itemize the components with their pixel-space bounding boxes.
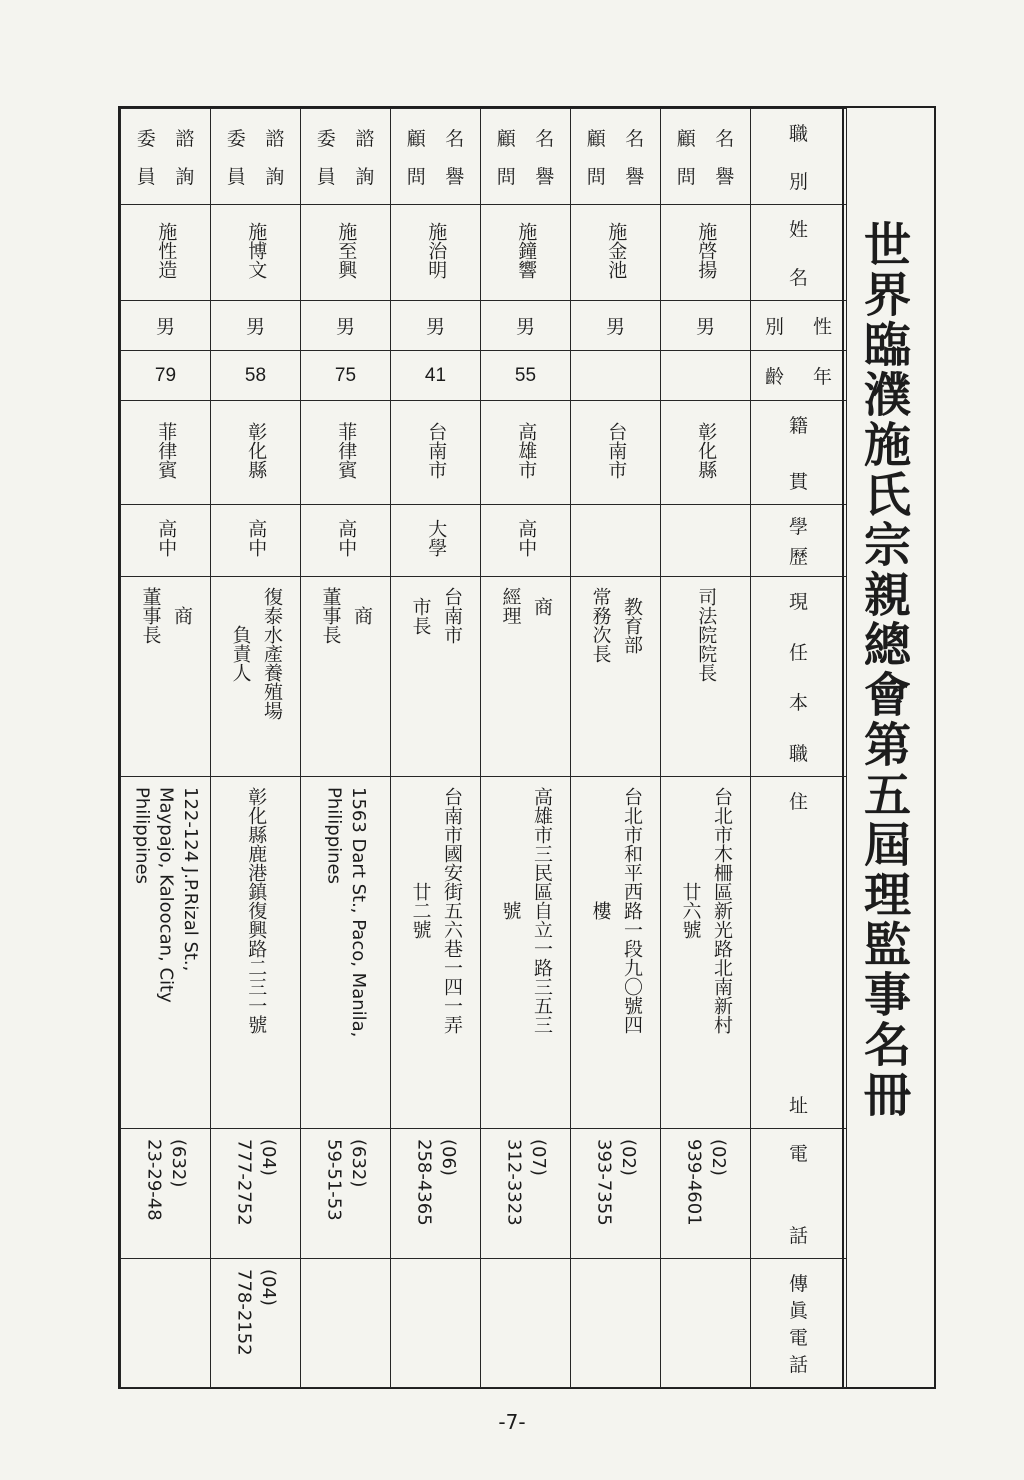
address-line: 高雄市三民區自立一路三五三	[531, 787, 554, 1034]
sex-cell: 男	[301, 301, 391, 351]
header-text: 址	[788, 1095, 808, 1117]
sex-cell: 男	[121, 301, 211, 351]
header-text: 職	[788, 123, 808, 145]
job-cell	[391, 577, 481, 777]
role-cell	[301, 109, 391, 205]
age-cell: 55	[481, 351, 571, 401]
member-address: 1563 Dart St., Paco, Manila, Philippines	[323, 787, 369, 1038]
member-education: 高中	[155, 519, 178, 557]
job-line: 教育部	[621, 596, 644, 654]
role-char: 名	[625, 128, 645, 151]
role-char: 詢	[355, 165, 375, 188]
address-cell	[661, 777, 751, 1129]
member-native: 台南市	[425, 421, 448, 479]
age-cell	[571, 351, 661, 401]
row-fax	[121, 1259, 847, 1388]
role-char: 詢	[265, 165, 285, 188]
header-text: 任	[788, 641, 808, 664]
job-cell	[121, 577, 211, 777]
age-cell: 41	[391, 351, 481, 401]
tel-cell	[211, 1129, 301, 1259]
header-text: 別	[765, 316, 785, 338]
header-text: 貫	[788, 471, 808, 493]
age-cell: 58	[211, 351, 301, 401]
roster-table	[120, 108, 847, 1388]
role-cell	[211, 109, 301, 205]
page-number: -7-	[498, 1410, 526, 1434]
header-address	[751, 777, 847, 1129]
role-char: 譽	[625, 165, 645, 188]
address-line: 樓	[589, 901, 612, 920]
member-native: 高雄市	[515, 421, 538, 479]
page-title: 世界臨濮施氏宗親總會第五屆理監事名冊	[856, 220, 911, 1120]
row-native	[121, 401, 847, 505]
sex-cell: 男	[391, 301, 481, 351]
header-text: 學	[788, 516, 808, 539]
job-line: 商	[171, 606, 194, 625]
age-cell	[661, 351, 751, 401]
job-line: 董事長	[139, 587, 162, 644]
address-line: 號	[499, 901, 522, 920]
member-address: 122-124 J.P.Rizal St., Maypajo, Kaloocan, City Philippines	[131, 787, 201, 1003]
native-cell	[571, 401, 661, 505]
address-line: 台北市木柵區新光路北南新村	[711, 787, 734, 1034]
job-line: 司法院院長	[695, 587, 718, 682]
member-fax: (04) 778-2152	[233, 1269, 279, 1356]
header-text: 眞	[788, 1300, 808, 1322]
header-text: 姓	[788, 219, 808, 241]
member-name: 施性造	[155, 221, 178, 279]
header-text: 電	[788, 1143, 808, 1165]
address-cell	[391, 777, 481, 1129]
address-cell	[301, 777, 391, 1129]
edu-cell	[301, 505, 391, 577]
member-native: 菲律賓	[335, 421, 358, 479]
job-line: 商	[351, 606, 374, 625]
header-text: 齡	[765, 366, 785, 388]
role-char: 顧	[406, 128, 426, 151]
fax-cell	[481, 1259, 571, 1388]
role-char: 譽	[715, 165, 735, 188]
job-line: 經理	[499, 587, 522, 625]
role-char: 問	[496, 165, 516, 188]
member-telephone: (06) 258-4365	[413, 1139, 459, 1226]
member-telephone: (02) 939-4601	[683, 1139, 729, 1226]
tel-cell	[391, 1129, 481, 1259]
name-cell	[121, 205, 211, 301]
member-telephone: (632) 59-51-53	[323, 1139, 369, 1221]
header-telephone	[751, 1129, 847, 1259]
fax-cell	[121, 1259, 211, 1388]
role-char: 名	[445, 128, 465, 151]
role-char: 委	[316, 128, 336, 151]
header-text: 住	[788, 791, 808, 813]
member-name: 施鐘響	[515, 221, 538, 279]
native-cell	[211, 401, 301, 505]
role-cell	[121, 109, 211, 205]
role-cell	[391, 109, 481, 205]
header-text: 本	[788, 692, 808, 715]
role-char: 顧	[496, 128, 516, 151]
role-char: 諮	[355, 128, 375, 151]
member-native: 彰化縣	[695, 421, 718, 479]
job-line: 董事長	[319, 587, 342, 644]
name-cell	[211, 205, 301, 301]
header-age	[751, 351, 847, 401]
address-line: 台北市和平西路一段九〇號四	[621, 787, 644, 1034]
job-line: 常務次長	[589, 587, 612, 663]
job-cell	[661, 577, 751, 777]
row-age	[121, 351, 847, 401]
header-text: 現	[788, 591, 808, 613]
address-line: 廿二號	[409, 882, 432, 939]
member-telephone: (02) 393-7355	[593, 1139, 639, 1226]
member-name: 施啓揚	[695, 221, 718, 279]
job-line: 復泰水產養殖場	[261, 587, 284, 720]
header-job	[751, 577, 847, 777]
native-cell	[121, 401, 211, 505]
address-line: 台南市國安街五六巷一四一弄	[441, 787, 464, 1034]
address-cell	[121, 777, 211, 1129]
member-education: 高中	[515, 519, 538, 557]
role-char: 譽	[535, 165, 555, 188]
role-char: 問	[676, 165, 696, 188]
role-char: 名	[535, 128, 555, 151]
edu-cell	[391, 505, 481, 577]
edu-cell	[121, 505, 211, 577]
job-cell	[481, 577, 571, 777]
sex-cell: 男	[481, 301, 571, 351]
job-cell	[301, 577, 391, 777]
header-text: 傳	[788, 1273, 808, 1295]
address-cell	[211, 777, 301, 1129]
fax-cell	[661, 1259, 751, 1388]
age-cell: 75	[301, 351, 391, 401]
fax-cell	[301, 1259, 391, 1388]
name-cell	[301, 205, 391, 301]
member-name: 施治明	[425, 221, 448, 279]
native-cell	[391, 401, 481, 505]
header-text: 電	[788, 1327, 808, 1349]
job-line: 商	[531, 596, 554, 616]
header-native	[751, 401, 847, 505]
sex-cell: 男	[211, 301, 301, 351]
header-text: 性	[812, 316, 832, 338]
fax-cell	[571, 1259, 661, 1388]
name-cell	[481, 205, 571, 301]
row-name	[121, 205, 847, 301]
address-cell	[481, 777, 571, 1129]
header-text: 名	[788, 267, 808, 289]
member-education: 高中	[335, 519, 358, 557]
member-education: 高中	[245, 519, 268, 557]
row-role	[121, 109, 847, 205]
header-text: 歷	[788, 545, 808, 568]
role-cell	[481, 109, 571, 205]
member-native: 菲律賓	[155, 421, 178, 479]
native-cell	[481, 401, 571, 505]
address-line: 彰化縣鹿港鎮復興路二三一號	[245, 787, 268, 1034]
header-text: 話	[788, 1354, 808, 1376]
role-char: 顧	[586, 128, 606, 151]
role-char: 詢	[175, 165, 195, 188]
member-telephone: (04) 777-2752	[233, 1139, 279, 1226]
role-cell	[571, 109, 661, 205]
tel-cell	[121, 1129, 211, 1259]
member-native: 台南市	[605, 421, 628, 479]
row-job	[121, 577, 847, 777]
role-char: 諮	[265, 128, 285, 151]
fax-cell	[391, 1259, 481, 1388]
member-telephone: (07) 312-3323	[503, 1139, 549, 1226]
member-name: 施博文	[245, 221, 268, 279]
tel-cell	[661, 1129, 751, 1259]
sex-cell: 男	[661, 301, 751, 351]
header-text: 年	[812, 366, 832, 388]
job-line: 市長	[409, 596, 432, 635]
role-char: 諮	[175, 128, 195, 151]
edu-cell	[571, 505, 661, 577]
job-cell	[571, 577, 661, 777]
header-text: 籍	[788, 415, 808, 437]
header-text: 別	[788, 171, 808, 193]
header-role	[751, 109, 847, 205]
role-char: 問	[406, 165, 426, 188]
row-address	[121, 777, 847, 1129]
role-char: 委	[136, 128, 156, 151]
header-text: 職	[788, 742, 808, 765]
member-education: 大學	[425, 519, 448, 557]
tel-cell	[481, 1129, 571, 1259]
job-line: 負責人	[229, 625, 252, 682]
row-telephone	[121, 1129, 847, 1259]
role-char: 員	[226, 165, 246, 188]
row-education	[121, 505, 847, 577]
role-char: 名	[715, 128, 735, 151]
job-line: 台南市	[441, 587, 464, 644]
name-cell	[571, 205, 661, 301]
address-cell	[571, 777, 661, 1129]
role-char: 顧	[676, 128, 696, 151]
header-text: 話	[788, 1225, 808, 1247]
header-sex	[751, 301, 847, 351]
role-char: 員	[136, 165, 156, 188]
sex-cell: 男	[571, 301, 661, 351]
address-line: 廿六號	[679, 882, 702, 939]
header-name	[751, 205, 847, 301]
role-char: 委	[226, 128, 246, 151]
edu-cell	[661, 505, 751, 577]
row-sex	[121, 301, 847, 351]
header-education	[751, 505, 847, 577]
role-char: 問	[586, 165, 606, 188]
roster-frame	[118, 106, 936, 1389]
native-cell	[661, 401, 751, 505]
tel-cell	[301, 1129, 391, 1259]
member-native: 彰化縣	[245, 421, 268, 479]
member-name: 施金池	[605, 221, 628, 279]
header-fax	[751, 1259, 847, 1388]
role-char: 員	[316, 165, 336, 188]
role-char: 譽	[445, 165, 465, 188]
name-cell	[391, 205, 481, 301]
job-cell	[211, 577, 301, 777]
member-name: 施至興	[335, 221, 358, 279]
role-cell	[661, 109, 751, 205]
age-cell: 79	[121, 351, 211, 401]
edu-cell	[211, 505, 301, 577]
member-telephone: (632) 23-29-48	[143, 1139, 189, 1221]
fax-cell	[211, 1259, 301, 1388]
tel-cell	[571, 1129, 661, 1259]
edu-cell	[481, 505, 571, 577]
name-cell	[661, 205, 751, 301]
native-cell	[301, 401, 391, 505]
title-column	[842, 108, 934, 1387]
